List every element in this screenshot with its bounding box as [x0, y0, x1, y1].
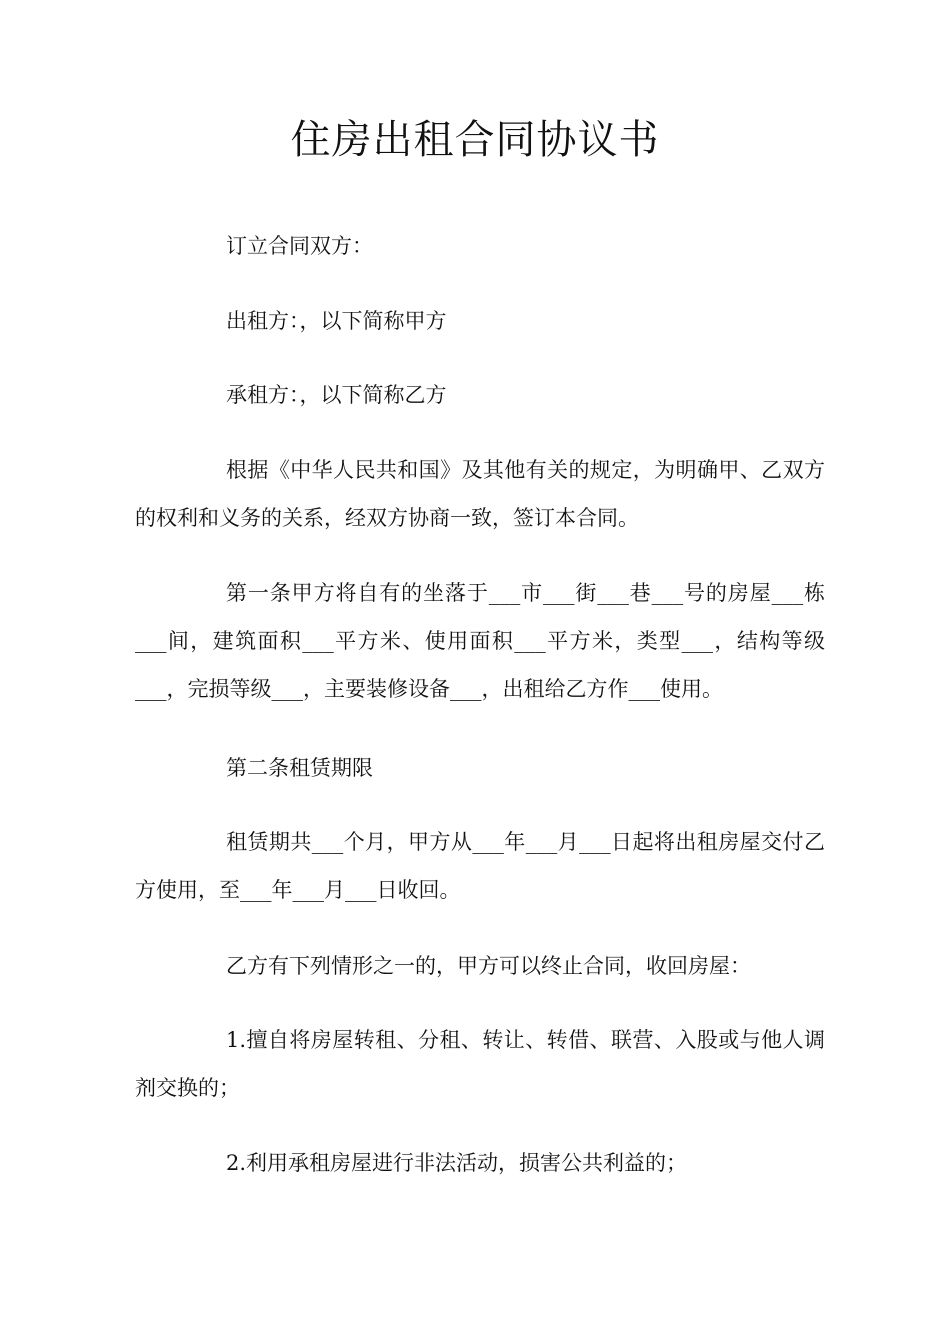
paragraph-lease-term: 租赁期共___个月，甲方从___年___月___日起将出租房屋交付乙方使用，至___年___月___日收回。 — [135, 830, 825, 902]
paragraph-lessee: 承租方：，以下简称乙方 — [226, 383, 447, 407]
paragraph-article-1: 第一条甲方将自有的坐落于___市___街___巷___号的房屋___栋___间，建筑面积___平方米、使用面积___平方米，类型___，结构等级___，完损等级___，主要装修设备___，出租给乙方作___使用。 — [135, 581, 825, 701]
list-item-1: 1.擅自将房屋转租、分租、转让、转借、联营、入股或与他人调剂交换的； — [135, 1028, 825, 1100]
list-item-2: 2.利用承租房屋进行非法活动，损害公共利益的； — [226, 1151, 688, 1175]
paragraph-lessor: 出租方：，以下简称甲方 — [226, 309, 447, 333]
document-title: 住房出租合同协议书 — [290, 117, 660, 163]
paragraph-termination-conditions: 乙方有下列情形之一的，甲方可以终止合同，收回房屋： — [226, 954, 751, 978]
paragraph-parties: 订立合同双方： — [226, 234, 373, 258]
paragraph-article-2-heading: 第二条租赁期限 — [226, 756, 373, 780]
paragraph-preamble: 根据《中华人民共和国》及其他有关的规定，为明确甲、乙双方的权利和义务的关系，经双方协商一致，签订本合同。 — [135, 458, 825, 530]
